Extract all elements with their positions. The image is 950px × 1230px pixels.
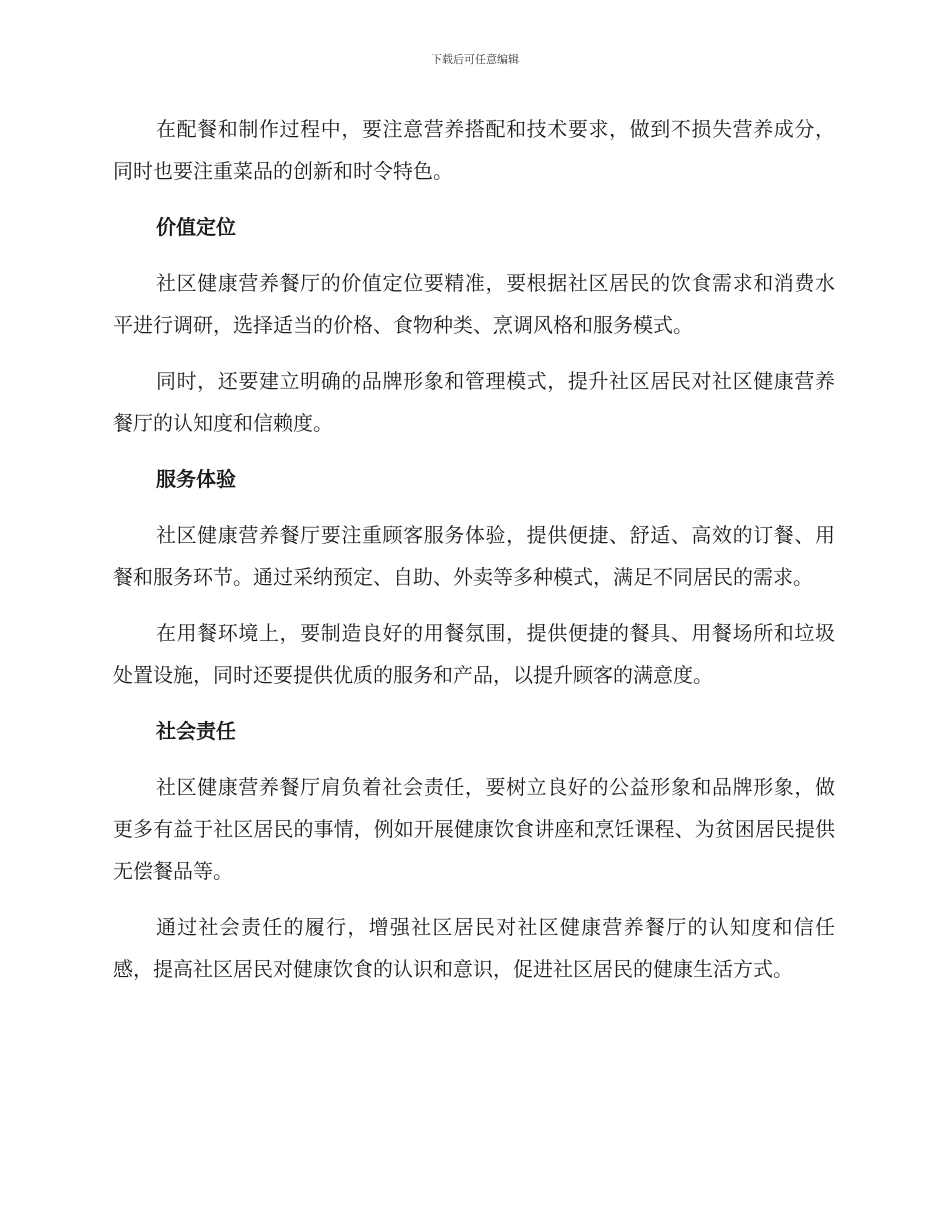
document-body — [113, 108, 835, 1004]
paragraph-brand-image: 同时，还要建立明确的品牌形象和管理模式，提升社区居民对社区健康营养餐厅的认知度和信赖度。 — [113, 369, 835, 435]
paragraph-responsibility-outcomes: 通过社会责任的履行，增强社区居民对社区健康营养餐厅的认知度和信任感，提高社区居民对健康饮食的认识和意识，促进社区居民的健康生活方式。 — [113, 915, 835, 981]
paragraph-preparation: 在配餐和制作过程中，要注意营养搭配和技术要求，做到不损失营养成分，同时也要注重菜品的创新和时令特色。 — [113, 117, 835, 183]
paragraph-service-experience: 社区健康营养餐厅要注重顾客服务体验，提供便捷、舒适、高效的订餐、用餐和服务环节。通过采纳预定、自助、外卖等多种模式，满足不同居民的需求。 — [113, 523, 835, 589]
section-heading-value-positioning: 价值定位 — [156, 215, 236, 239]
page-header-note: 下载后可任意编辑 — [431, 53, 519, 66]
paragraph-dining-environment: 在用餐环境上，要制造良好的用餐氛围，提供便捷的餐具、用餐场所和垃圾处置设施，同时还要提供优质的服务和产品，以提升顾客的满意度。 — [113, 621, 835, 687]
paragraph-social-responsibility: 社区健康营养餐厅肩负着社会责任，要树立良好的公益形象和品牌形象，做更多有益于社区居民的事情，例如开展健康饮食讲座和烹饪课程、为贫困居民提供无偿餐品等。 — [113, 775, 835, 883]
section-heading-service-experience: 服务体验 — [156, 467, 236, 491]
section-heading-social-responsibility: 社会责任 — [156, 719, 236, 743]
paragraph-value-positioning: 社区健康营养餐厅的价值定位要精准，要根据社区居民的饮食需求和消费水平进行调研，选择适当的价格、食物种类、烹调风格和服务模式。 — [113, 271, 835, 337]
